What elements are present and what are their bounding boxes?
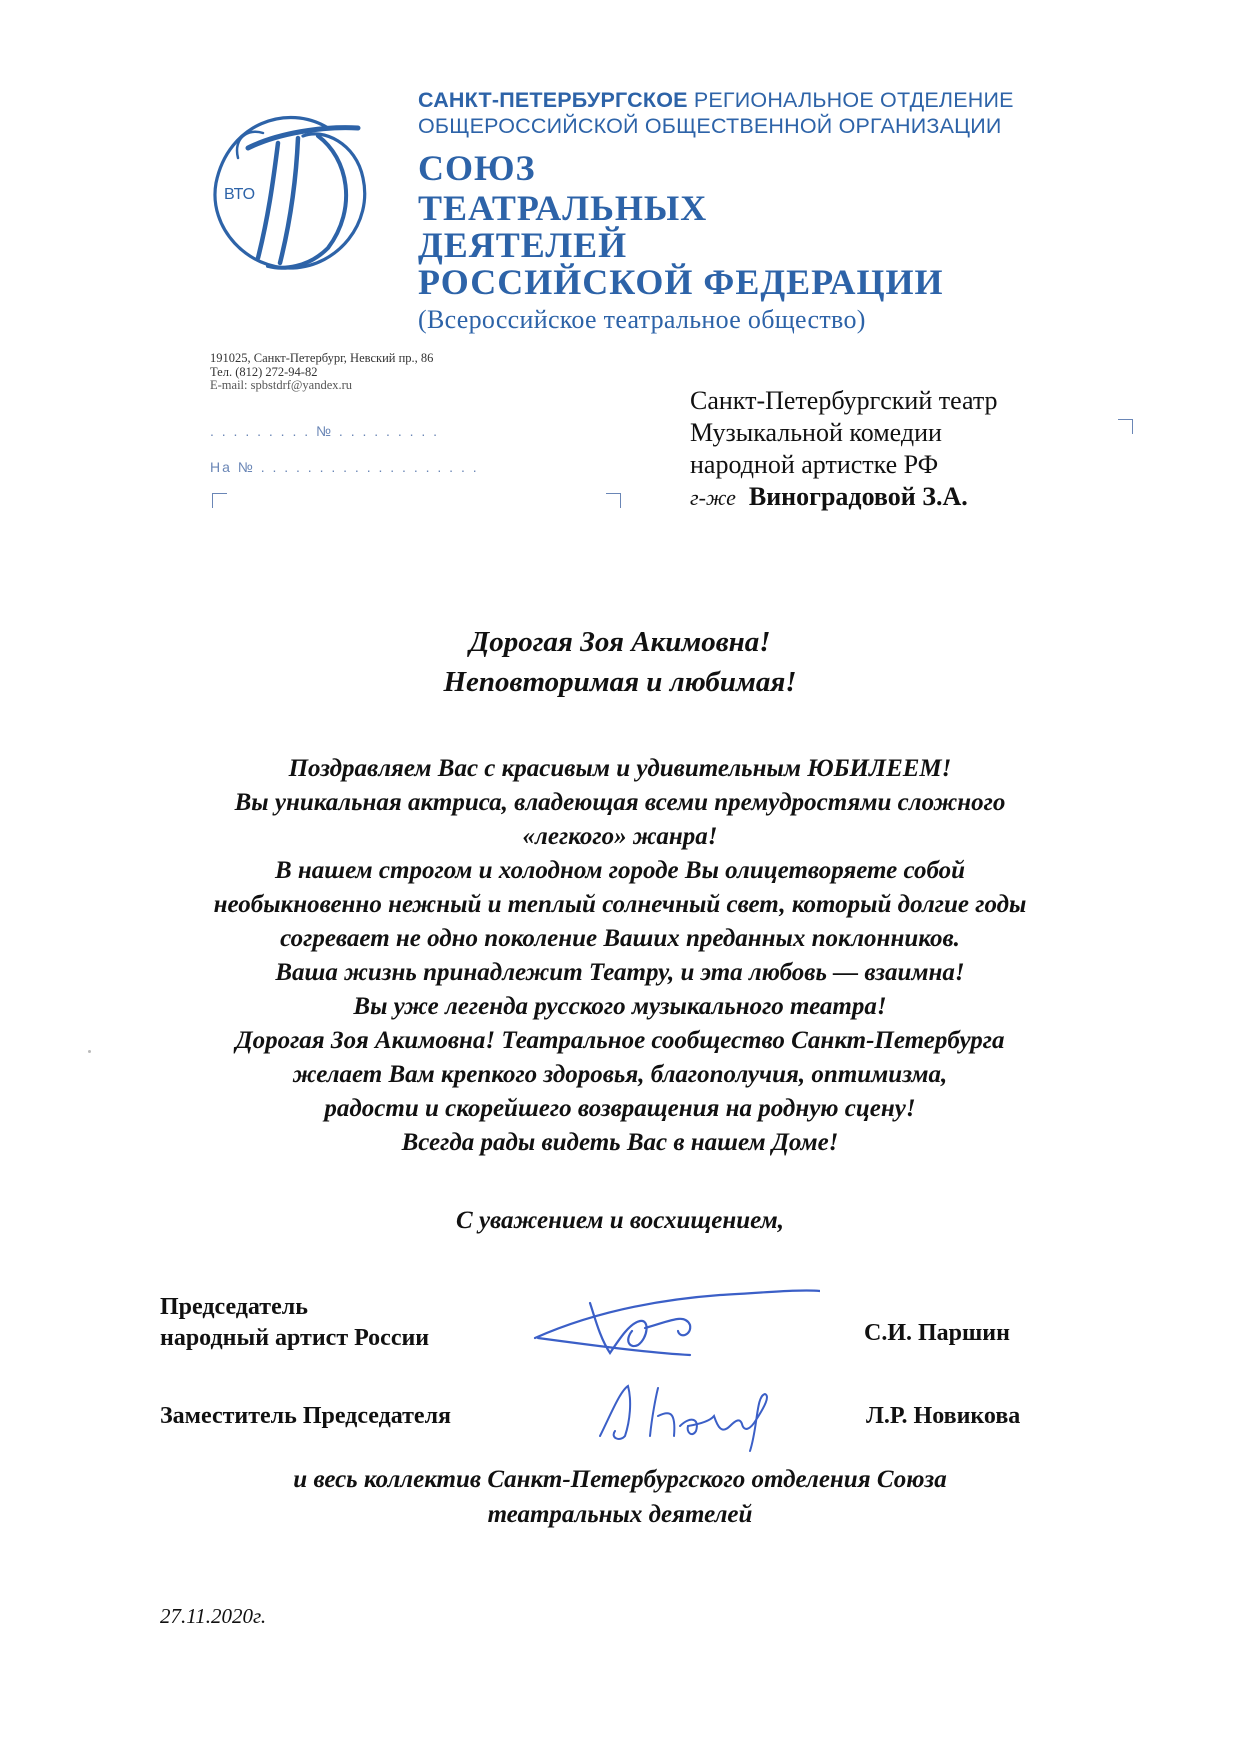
chair-title — [160, 1292, 429, 1354]
body-line: Ваша жизнь принадлежит Театру, и эта любовь — взаимна! — [275, 959, 965, 986]
recipient-line-4 — [690, 481, 998, 514]
greeting-line-1: Дорогая Зоя Акимовна! — [469, 626, 771, 658]
closing-line: С уважением и восхищением, — [456, 1207, 784, 1234]
recipient-line-2: Музыкальной комедии — [690, 418, 942, 447]
greeting — [100, 622, 1140, 702]
letterhead-dept: РЕГИОНАЛЬНОЕ ОТДЕЛЕНИЕ — [687, 88, 1014, 112]
body-spacer — [100, 1160, 1140, 1204]
recipient-line-3: народной артистке РФ — [690, 450, 939, 479]
deputy-signature — [580, 1376, 800, 1456]
chair-signature — [520, 1283, 820, 1363]
vto-logo — [208, 98, 376, 276]
body-line: В нашем строгом и холодном городе Вы олицетворяете собой — [274, 857, 966, 884]
letterhead-city: САНКТ-ПЕТЕРБУРГСКОЕ — [418, 88, 688, 112]
deputy-name: Л.Р. Новикова — [866, 1403, 1021, 1429]
body-line: Вы уникальная актриса, владеющая всеми премудростями сложного — [234, 789, 1006, 816]
contact-block — [210, 352, 433, 393]
org-name-line-3: ДЕЯТЕЛЕЙ — [418, 225, 628, 265]
body-line: согревает не одно поколение Ваших преданных поклонников. — [280, 925, 960, 952]
body-line: «легкого» жанра! — [522, 823, 718, 850]
org-name-line-1: СОЮЗ — [418, 148, 536, 188]
body-line: радости и скорейшего возвращения на родную сцену! — [324, 1095, 916, 1122]
org-subtitle: (Всероссийское театральное общество) — [418, 305, 866, 334]
chair-title-line-2: народный артист России — [160, 1325, 430, 1351]
recipient-block — [690, 385, 998, 514]
contact-address: 191025, Санкт-Петербург, Невский пр., 86 — [210, 351, 434, 365]
contact-email: E-mail: spbstdrf@yandex.ru — [210, 378, 353, 392]
footer-collective — [100, 1462, 1140, 1532]
recipient-lead: г-же — [690, 485, 736, 510]
contact-phone: Тел. (812) 272-94-82 — [210, 364, 318, 379]
reg-number-line: . . . . . . . . . № . . . . . . . . . — [210, 423, 440, 439]
footer-line-2: театральных деятелей — [487, 1501, 753, 1528]
letterhead-line-1 — [418, 88, 1014, 113]
body-line: Вы уже легенда русского музыкального театра! — [353, 993, 887, 1020]
recipient-line-1: Санкт-Петербургский театр — [690, 386, 998, 415]
corner-mark-left — [212, 493, 227, 508]
reply-number-line: На № . . . . . . . . . . . . . . . . . . . — [210, 459, 479, 475]
chair-name: С.И. Паршин — [864, 1320, 1010, 1346]
recipient-name: Виноградовой З.А. — [748, 482, 968, 511]
body-line: необыкновенно нежный и теплый солнечный свет, который долгие годы — [213, 891, 1027, 918]
letter-body — [100, 752, 1140, 1238]
body-line: желает Вам крепкого здоровья, благополучия, оптимизма, — [292, 1061, 948, 1088]
org-name-line-2: ТЕАТРАЛЬНЫХ — [418, 188, 708, 228]
logo-text: ВТО — [224, 186, 256, 203]
letterhead-line-2: ОБЩЕРОССИЙСКОЙ ОБЩЕСТВЕННОЙ ОРГАНИЗАЦИИ — [418, 114, 1002, 138]
footer-line-1: и весь коллектив Санкт-Петербургского отделения Союза — [293, 1466, 947, 1493]
body-line: Поздравляем Вас с красивым и удивительным ЮБИЛЕЕМ! — [288, 755, 952, 782]
scan-speck — [88, 1050, 91, 1053]
body-line: Всегда рады видеть Вас в нашем Доме! — [401, 1129, 839, 1156]
body-line: Дорогая Зоя Акимовна! Театральное сообщество Санкт-Петербурга — [235, 1027, 1005, 1054]
greeting-line-2: Неповторимая и любимая! — [443, 666, 797, 698]
deputy-title: Заместитель Председателя — [160, 1403, 452, 1429]
chair-title-line-1: Председатель — [160, 1294, 308, 1320]
letter-date: 27.11.2020г. — [160, 1604, 267, 1628]
org-name-line-4: РОССИЙСКОЙ ФЕДЕРАЦИИ — [418, 262, 944, 302]
corner-mark-right — [1118, 419, 1133, 434]
corner-mark-mid — [606, 493, 621, 508]
